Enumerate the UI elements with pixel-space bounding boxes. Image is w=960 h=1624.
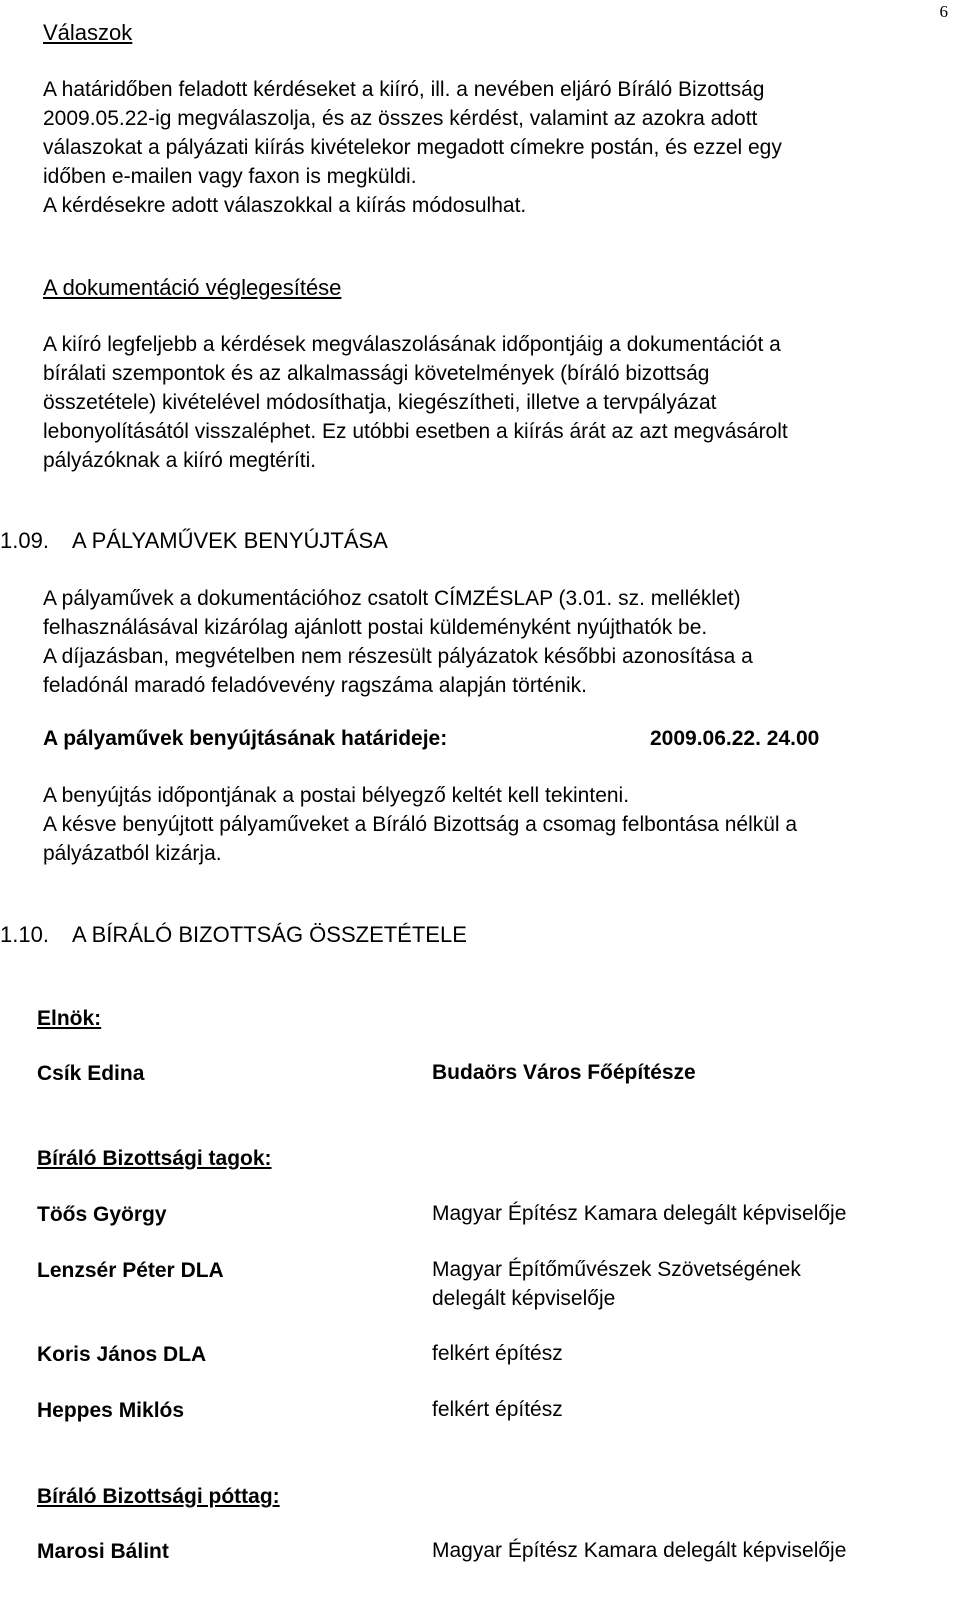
jury-heading [0,922,467,948]
member-role [432,1255,932,1313]
finalization-line: pályázóknak a kiíró megtéríti. [43,449,317,472]
answers-heading: Válaszok [43,20,133,45]
member-name: Lenzsér Péter DLA [37,1259,224,1282]
submission-line: A késve benyújtott pályaműveket a Bíráló Bizottság a csomag felbontása nélkül a [43,813,798,836]
member-role-line: Magyar Építőművészek Szövetségének [432,1258,801,1281]
finalization-paragraph [43,330,925,475]
answers-line: időben e-mailen vagy faxon is megküldi. [43,165,417,188]
submission-line: felhasználásával kizárólag ajánlott postai küldeményként nyújthatók be. [43,616,708,639]
section-title: A PÁLYAMŰVEK BENYÚJTÁSA [72,528,388,553]
submission-paragraph-2 [43,781,925,868]
deadline-value: 2009.06.22. 24.00 [650,727,820,750]
answers-line: A kérdésekre adott válaszokkal a kiírás módosulhat. [43,194,527,217]
chair-name: Csík Edina [37,1062,145,1085]
page-number: 6 [939,2,948,21]
section-number: 1.10. [0,922,49,947]
answers-paragraph [43,75,925,220]
finalization-line: A kiíró legfeljebb a kérdések megválaszolásának időpontjáig a dokumentációt a [43,333,781,356]
finalization-line: bírálati szempontok és az alkalmassági követelmények (bíráló bizottság [43,362,710,385]
answers-line: 2009.05.22-ig megválaszolja, és az összes kérdést, valamint az azokra adott [43,107,758,130]
member-role: Magyar Építész Kamara delegált képviselője [432,1202,847,1225]
member-role: felkért építész [432,1342,563,1365]
member-role: felkért építész [432,1398,563,1421]
finalization-line: összetétele) kivételével módosíthatja, kiegészítheti, illetve a tervpályázat [43,391,717,414]
answers-line: válaszokat a pályázati kiírás kivételekor megadott címekre postán, és ezzel egy [43,136,782,159]
submission-line: pályázatból kizárja. [43,842,222,865]
section-title: A BÍRÁLÓ BIZOTTSÁG ÖSSZETÉTELE [72,922,467,947]
alternate-role: Magyar Építész Kamara delegált képviselője [432,1539,847,1562]
finalization-heading: A dokumentáció véglegesítése [43,275,342,300]
submission-paragraph [43,584,925,700]
chair-role: Budaörs Város Főépítésze [432,1061,696,1084]
member-name: Koris János DLA [37,1343,207,1366]
submission-heading [0,528,388,554]
finalization-line: lebonyolításától visszaléphet. Ez utóbbi esetben a kiírás árát az azt megvásárolt [43,420,788,443]
submission-line: A díjazásban, megvételben nem részesült pályázatok későbbi azonosítása a [43,645,753,668]
submission-line: A benyújtás időpontjának a postai bélyegző keltét kell tekinteni. [43,784,630,807]
alternate-heading: Bíráló Bizottsági póttag: [37,1485,280,1508]
chair-heading: Elnök: [37,1007,102,1030]
member-name: Heppes Miklós [37,1399,185,1422]
answers-line: A határidőben feladott kérdéseket a kiíró, ill. a nevében eljáró Bíráló Bizottság [43,78,765,101]
alternate-name: Marosi Bálint [37,1540,169,1563]
member-role-line: delegált képviselője [432,1287,616,1310]
member-name: Töős György [37,1203,167,1226]
section-number: 1.09. [0,528,49,553]
members-heading: Bíráló Bizottsági tagok: [37,1147,272,1170]
submission-line: feladónál maradó feladóvevény ragszáma alapján történik. [43,674,588,697]
submission-line: A pályaművek a dokumentációhoz csatolt CÍMZÉSLAP (3.01. sz. melléklet) [43,587,741,610]
deadline-label: A pályaművek benyújtásának határideje: [43,727,448,750]
